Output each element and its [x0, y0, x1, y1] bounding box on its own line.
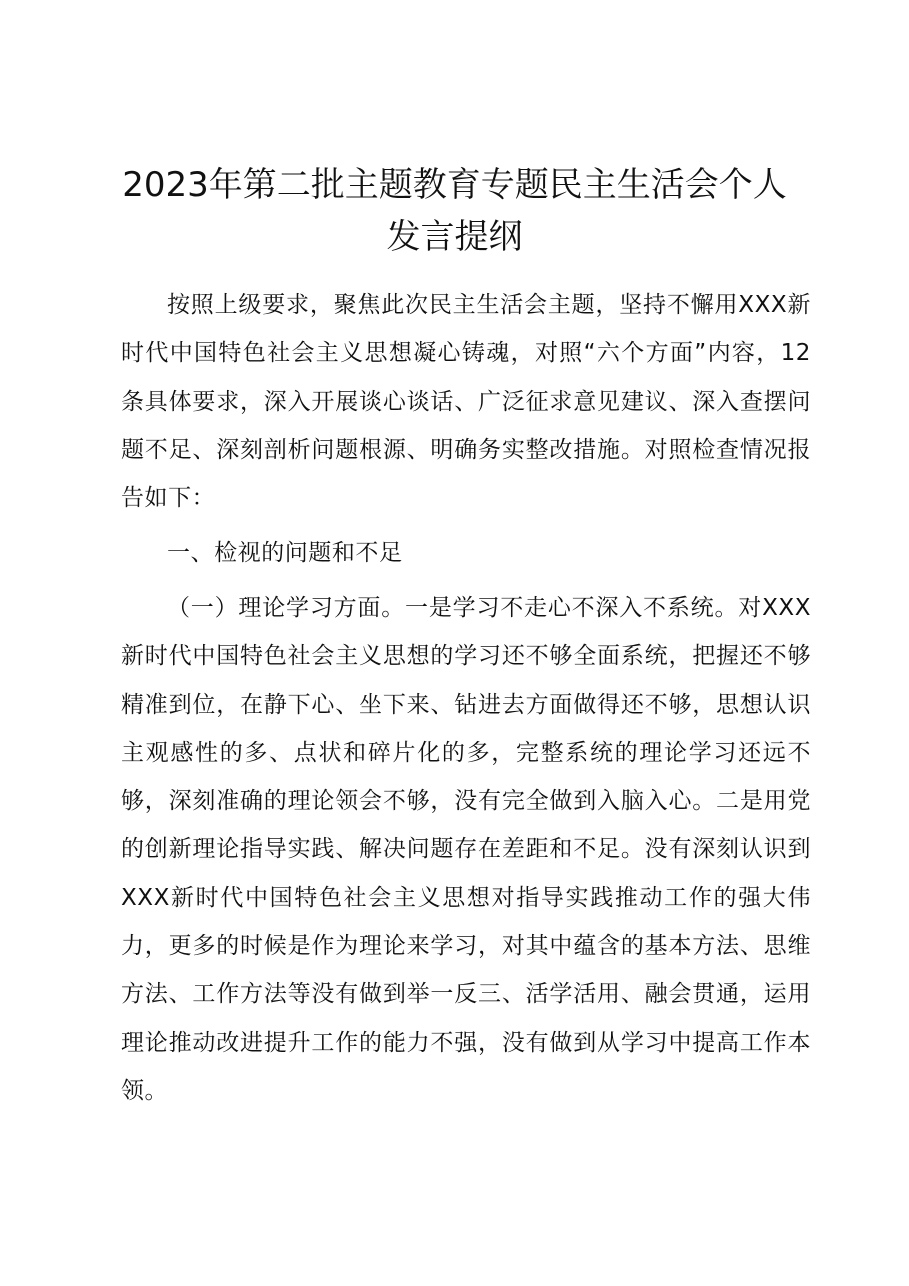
section-1-sub-1-paragraph: （一）理论学习方面。一是学习不走心不深入不系统。对XXX新时代中国特色社会主义思想的学习还不够全面系统，把握还不够精准到位，在静下心、坐下来、钻进去方面做得还不够，思想认识主观感性的多、点状和碎片化的多，完整系统的理论学习还远不够，深刻准确的理论领会不够，没有完全做到入脑入心。二是用党的创新理论指导实践、解决问题存在差距和不足。没有深刻认识到XXX新时代中国特色社会主义思想对指导实践推动工作的强大伟力，更多的时候是作为理论来学习，对其中蕴含的基本方法、思维方法、工作方法等没有做到举一反三、活学活用、融会贯通，运用理论推动改进提升工作的能力不强，没有做到从学习中提高工作本领。 — [121, 595, 811, 1104]
section-1-heading: 一、检视的问题和不足 — [167, 540, 403, 566]
document-title-line-2: 发言提纲 — [386, 217, 523, 257]
document-title-line-1: 2023年第二批主题教育专题民主生活会个人 — [122, 165, 787, 205]
intro-paragraph: 按照上级要求，聚焦此次民主生活会主题，坚持不懈用XXX新时代中国特色社会主义思想凝心铸魂，对照“六个方面”内容，12条具体要求，深入开展谈心谈话、广泛征求意见建议、深入查摆问题不足、深刻剖析问题根源、明确务实整改措施。对照检查情况报告如下： — [121, 292, 811, 512]
